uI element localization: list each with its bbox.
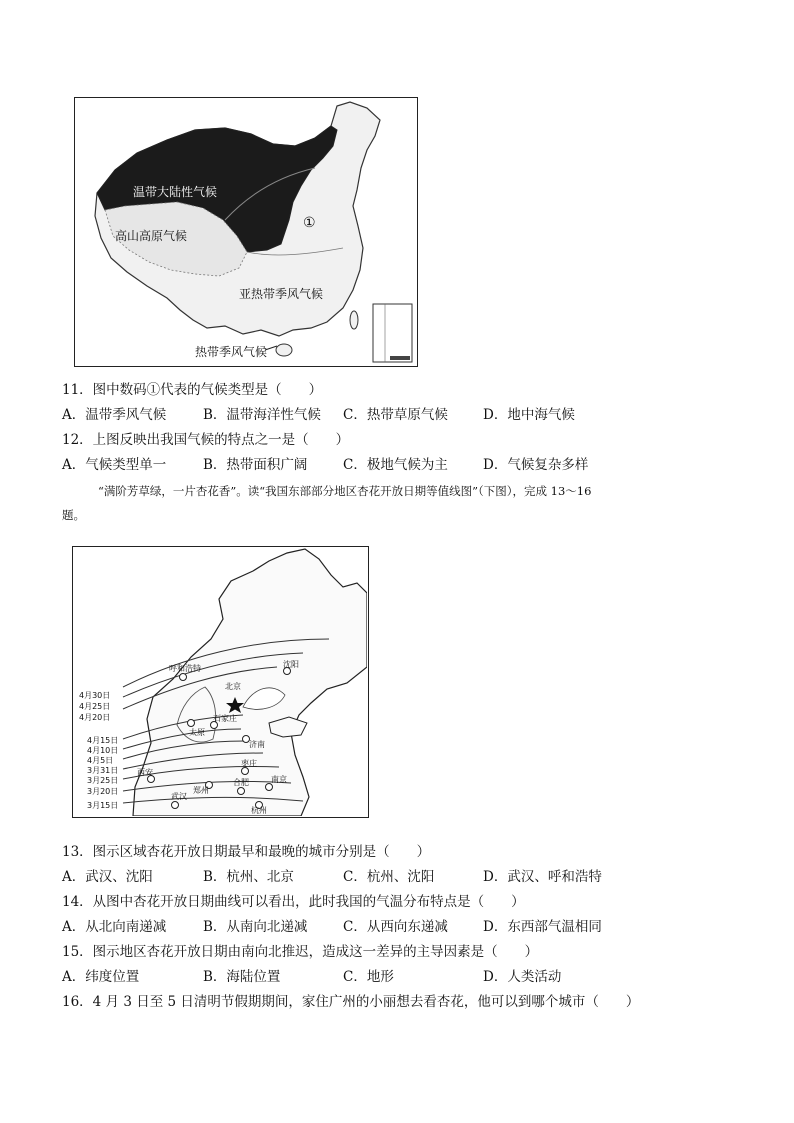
q14-option-b: B．从南向北递减 bbox=[203, 919, 308, 935]
city-beijing: 北京 bbox=[225, 682, 241, 691]
q11-option-c: C．热带草原气候 bbox=[343, 407, 448, 423]
label-highland: 高山高原气候 bbox=[115, 229, 188, 243]
q11-option-d: D．地中海气候 bbox=[483, 407, 575, 423]
city-zaozhuang: 枣庄 bbox=[241, 759, 257, 768]
city-jinan: 济南 bbox=[249, 740, 265, 749]
intro-line-2: 题。 bbox=[62, 508, 85, 522]
label-subtropical: 亚热带季风气候 bbox=[239, 287, 324, 301]
date-label-7: 3月25日 bbox=[87, 776, 119, 785]
q12-option-c: C．极地气候为主 bbox=[343, 457, 448, 473]
q13-option-c: C．杭州、沈阳 bbox=[343, 869, 435, 885]
q15-option-b: B．海陆位置 bbox=[203, 969, 281, 985]
date-label-9: 3月15日 bbox=[87, 801, 119, 810]
intro-line-1: “满阶芳草绿，一片杏花香”。读“我国东部部分地区杏花开放日期等值线图”（下图），完成 13～16 bbox=[98, 484, 592, 498]
q14-option-c: C．从西向东递减 bbox=[343, 919, 448, 935]
city-wuhan: 武汉 bbox=[171, 792, 187, 801]
city-huhehaote: 呼和浩特 bbox=[169, 664, 201, 673]
city-nanjing: 南京 bbox=[271, 775, 287, 784]
q11-option-a: A．温带季风气候 bbox=[62, 407, 167, 423]
city-hefei: 合肥 bbox=[233, 778, 249, 787]
date-label-6: 3月31日 bbox=[87, 766, 119, 775]
q14-option-a: A．从北向南递减 bbox=[62, 919, 167, 935]
date-label-0: 4月30日 bbox=[79, 691, 111, 700]
city-hangzhou: 杭州 bbox=[251, 806, 267, 815]
q11-stem: 11．图中数码①代表的气候类型是（ ） bbox=[62, 382, 323, 398]
date-label-4: 4月10日 bbox=[87, 746, 119, 755]
date-label-1: 4月25日 bbox=[79, 702, 111, 711]
climate-map bbox=[74, 97, 418, 367]
q15-stem: 15．图示地区杏花开放日期由南向北推迟，造成这一差异的主导因素是（ ） bbox=[62, 944, 539, 960]
date-label-2: 4月20日 bbox=[79, 713, 111, 722]
q13-option-d: D．武汉、呼和浩特 bbox=[483, 869, 602, 885]
date-label-5: 4月5日 bbox=[87, 756, 114, 765]
label-marker-1: ① bbox=[303, 215, 316, 231]
city-zhengzhou: 郑州 bbox=[193, 786, 209, 795]
q12-stem: 12．上图反映出我国气候的特点之一是（ ） bbox=[62, 432, 350, 448]
q15-option-c: C．地形 bbox=[343, 969, 394, 985]
q14-stem: 14．从图中杏花开放日期曲线可以看出，此时我国的气温分布特点是（ ） bbox=[62, 894, 525, 910]
q16-stem: 16．4 月 3 日至 5 日清明节假期期间，家住广州的小丽想去看杏花，他可以到哪个城市（ ） bbox=[62, 994, 640, 1010]
q11-option-b: B．温带海洋性气候 bbox=[203, 407, 321, 423]
city-taiyuan: 太原 bbox=[189, 728, 205, 737]
city-shijiazhuang: 石家庄 bbox=[213, 714, 237, 723]
label-tropical: 热带季风气候 bbox=[195, 345, 268, 359]
city-xian: 西安 bbox=[137, 768, 153, 777]
q13-option-a: A．武汉、沈阳 bbox=[62, 869, 153, 885]
label-temperate-continental: 温带大陆性气候 bbox=[133, 185, 218, 199]
q12-option-d: D．气候复杂多样 bbox=[483, 457, 589, 473]
q12-option-a: A．气候类型单一 bbox=[62, 457, 167, 473]
date-label-3: 4月15日 bbox=[87, 736, 119, 745]
q13-stem: 13．图示区域杏花开放日期最早和最晚的城市分别是（ ） bbox=[62, 844, 431, 860]
date-label-8: 3月20日 bbox=[87, 787, 119, 796]
q15-option-a: A．纬度位置 bbox=[62, 969, 140, 985]
q14-option-d: D．东西部气温相同 bbox=[483, 919, 602, 935]
q15-option-d: D．人类活动 bbox=[483, 969, 562, 985]
apricot-isoline-map bbox=[72, 546, 369, 818]
q13-option-b: B．杭州、北京 bbox=[203, 869, 294, 885]
q12-option-b: B．热带面积广阔 bbox=[203, 457, 308, 473]
city-shenyang: 沈阳 bbox=[283, 660, 299, 669]
